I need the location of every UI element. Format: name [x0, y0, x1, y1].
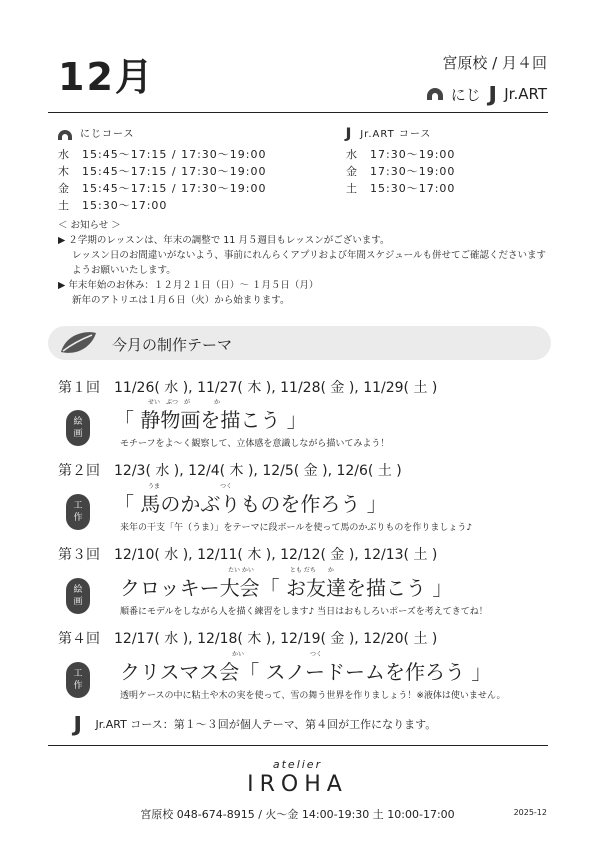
jr-art-j-icon: J — [345, 126, 353, 142]
jr-art-j-icon: J — [488, 82, 497, 106]
session-4-desc: 透明ケースの中に粘土や木の実を使って、雪の舞う世界を作りましょう！※液体は使いません。 — [120, 691, 506, 701]
niji-course-title: にじコース — [80, 129, 135, 140]
session-1-desc: モチーフをよ〜く観察して、立体感を意識しながら描いてみよう！ — [120, 439, 390, 449]
session-4-title: クリスマス会「 スノードームを作ろう 」 — [120, 660, 492, 684]
schedule-row: 金 17:30〜19:00 — [346, 165, 456, 178]
niji-course-heading — [58, 126, 267, 143]
jrart-note-text: Jr.ART コース：第１〜３回が個人テーマ、第４回が工作になります。 — [95, 718, 437, 731]
painting-badge: 絵 画 — [66, 578, 90, 614]
logo-atelier: atelier — [272, 758, 323, 771]
page-title: 12月 — [58, 55, 155, 99]
session-3-desc: 順番にモデルをしながら人を描く練習をします♪ 当日はおもしろいポーズを考えてきてね！ — [120, 607, 488, 617]
furigana: たい かい とも だち か — [228, 567, 334, 574]
furigana: せい ぶつ が か — [148, 399, 221, 406]
brand-niji: にじ — [450, 85, 481, 104]
jr-art-j-icon: J — [73, 712, 83, 736]
painting-badge: 絵 画 — [66, 410, 90, 446]
school-info: 宮原校 / 月４回 — [442, 54, 547, 72]
course-brands — [427, 82, 547, 106]
jrart-course-title: Jr.ART コース — [360, 129, 432, 140]
schedule-row: 水 15:45〜17:15 / 17:30〜19:00 — [58, 148, 267, 161]
session-3-dates: 第３回 12/10( 水 ), 12/11( 木 ), 12/12( 金 ), 12/13( 土 ) — [58, 547, 438, 563]
session-1-dates: 第１回 11/26( 水 ), 11/27( 木 ), 11/28( 金 ), 11/29( 土 ) — [58, 380, 438, 396]
notice-heading: ＜ お知らせ ＞ — [58, 220, 121, 231]
furigana: かい つく — [232, 651, 323, 658]
niji-schedule — [58, 126, 267, 214]
notice-text: ようお願いいたします。 — [72, 265, 176, 276]
logo-iroha: IROHA — [247, 772, 348, 797]
schedule-row: 金 15:45〜17:15 / 17:30〜19:00 — [58, 182, 267, 195]
header-divider — [48, 112, 548, 113]
notice-text: レッスン日のお間違いがないよう、事前にれんらくアプリおよび年間スケジュールも併せてご確認くださいます — [72, 250, 546, 261]
contact-info: 宮原校 048-674-8915 / 火〜金 14:00-19:30 土 10:00-17:00 — [140, 808, 455, 821]
notice-section — [58, 218, 553, 308]
niji-arch-icon — [427, 88, 443, 100]
issue-code: 2025-12 — [513, 808, 547, 817]
jrart-note — [74, 712, 436, 736]
schedule-row: 土 15:30〜17:00 — [58, 199, 168, 212]
jrart-schedule — [346, 126, 455, 197]
session-2-dates: 第２回 12/3( 水 ), 12/4( 木 ), 12/5( 金 ), 12/6( 土 ) — [58, 463, 402, 479]
schedule-row: 土 15:30〜17:00 — [346, 182, 456, 195]
session-2-desc: 来年の干支「午（うま）」をテーマに段ボールを使って馬のかぶりものを作りましょう♪ — [120, 523, 473, 533]
theme-title: 今月の制作テーマ — [112, 336, 233, 354]
notice-item: ▶ 年末年始のお休み：１２月２１日（日）〜 １月５日（月） — [58, 280, 319, 291]
footer-divider — [48, 745, 548, 746]
leaf-icon — [58, 330, 98, 356]
niji-arch-icon — [58, 130, 72, 140]
notice-text: 新年のアトリエは１月６日（火）から始まります。 — [72, 295, 290, 306]
schedule-row: 木 15:45〜17:15 / 17:30〜19:00 — [58, 165, 267, 178]
session-4-dates: 第４回 12/17( 水 ), 12/18( 木 ), 12/19( 金 ), 12/20( 土 ) — [58, 631, 438, 647]
session-2-title: 「 馬のかぶりものを作ろう 」 — [114, 492, 387, 516]
notice-item: ▶ ２学期のレッスンは、年末の調整で 11 月５週目もレッスンがございます。 — [58, 235, 390, 246]
session-3-title: クロッキー大会「 お友達を描こう 」 — [120, 576, 453, 600]
craft-badge: 工 作 — [66, 662, 90, 698]
session-1-title: 「 静物画を描こう 」 — [114, 408, 307, 432]
schedule-row: 水 17:30〜19:00 — [346, 148, 456, 161]
jrart-course-heading — [346, 126, 455, 143]
brand-jrart: Jr.ART — [504, 85, 547, 103]
furigana: うま つく — [148, 483, 233, 490]
craft-badge: 工 作 — [66, 494, 90, 530]
